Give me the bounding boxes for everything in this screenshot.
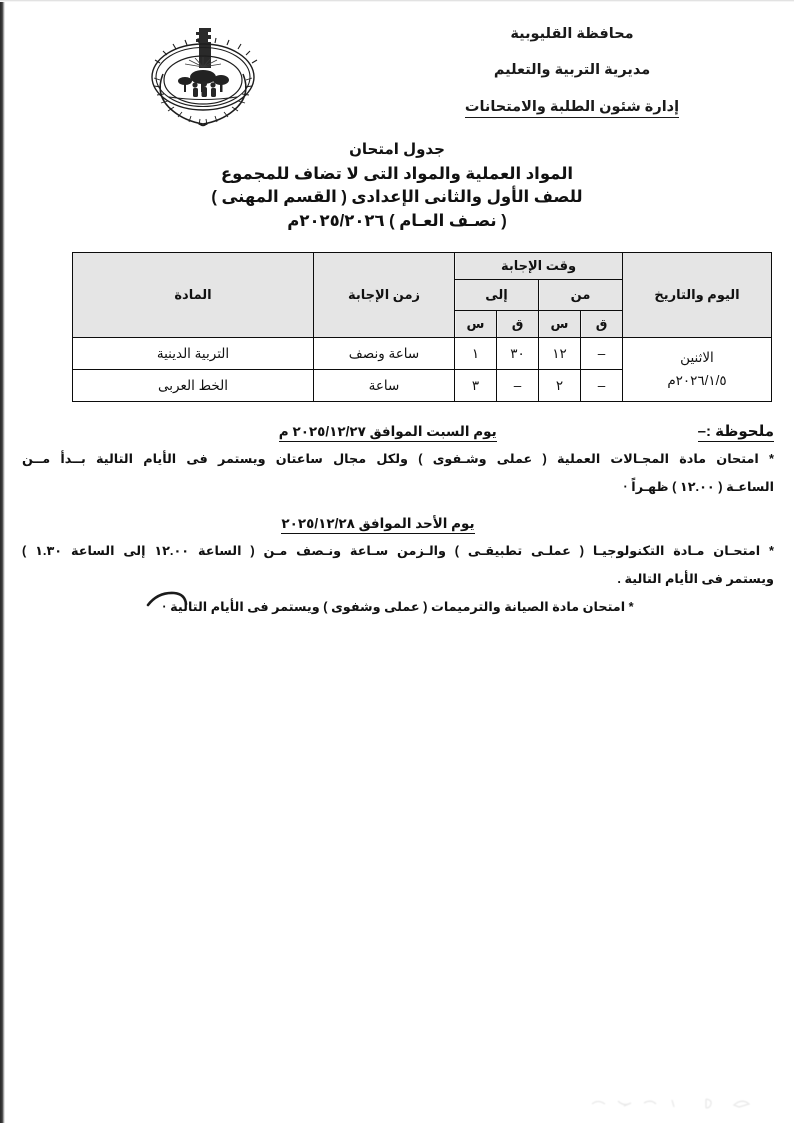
cell-duration: ساعة <box>314 370 455 402</box>
header-duration: زمن الإجابة <box>314 253 455 338</box>
header-to-minutes: ق <box>497 311 539 338</box>
note-2-line-1: * امتحـان مـادة التكنولوجيـا ( عملـى تطبيقـى ) والـزمن سـاعة ونـصف مـن ( الساعة ١٢.٠٠ إلى الساعة ١.٣٠ ) <box>22 543 774 559</box>
letterhead <box>372 26 772 118</box>
notes-spacer <box>22 497 774 515</box>
page-title <box>0 140 794 233</box>
note-date-saturday: يوم السبت الموافق ٢٠٢٥/١٢/٢٧ م <box>279 424 497 442</box>
department-name: إدارة شئون الطلبة والامتحانات <box>465 99 679 118</box>
note-date-sunday-row <box>22 515 774 534</box>
table-body <box>73 338 772 402</box>
cell-subject: التربية الدينية <box>73 338 314 370</box>
cell-day-name: الاثنين <box>680 350 714 366</box>
header-subject: المادة <box>73 253 314 338</box>
directorate-name: مديرية التربية والتعليم <box>493 62 651 78</box>
cell-from-hours: ١٢ <box>539 338 581 370</box>
governorate-name: محافظة القليوبية <box>510 26 634 42</box>
cell-to-hours: ٣ <box>455 370 497 402</box>
note-date-sunday: يوم الأحد الموافق ٢٠٢٥/١٢/٢٨ <box>281 516 474 534</box>
cell-day-date <box>623 338 772 402</box>
title-line-2: المواد العملية والمواد التى لا تضاف للمجموع <box>220 165 574 183</box>
note-1-line-1: * امتحان مادة المجـالات العملية ( عملى وشـفوى ) ولكل مجال ساعتان ويستمر فى الأيام التالية بــدأ مــن <box>22 451 774 466</box>
notes-label: ملحوظة :– <box>697 423 774 440</box>
table-row <box>73 338 772 370</box>
cell-date-value: ٢٠٢٦/١/٥م <box>667 372 727 388</box>
note-2-line-2: ويستمر فى الأيام التالية . <box>617 571 774 587</box>
header-to: إلى <box>455 280 539 311</box>
cell-from-hours: ٢ <box>539 370 581 402</box>
header-from-hours: س <box>539 311 581 338</box>
cell-duration: ساعة ونصف <box>314 338 455 370</box>
cell-subject: الخط العربى <box>73 370 314 402</box>
cell-from-minutes: – <box>581 370 623 402</box>
note-1-line-2: الساعـة ( ١٢.٠٠ ) ظهـراً · <box>623 478 774 494</box>
note-3: * امتحان مادة الصيانة والترميمات ( عملى وشفوى ) ويستمر فى الأيام التالية · <box>162 598 634 614</box>
table-header-row-1 <box>73 253 772 280</box>
notes-section <box>22 422 774 618</box>
header-day-date: اليوم والتاريخ <box>623 253 772 338</box>
title-line-1: جدول امتحان <box>349 141 445 158</box>
cell-to-minutes: – <box>497 370 539 402</box>
exam-schedule-table-wrapper <box>72 252 772 402</box>
cell-from-minutes: – <box>581 338 623 370</box>
table-head <box>73 253 772 338</box>
cell-to-minutes: ٣٠ <box>497 338 539 370</box>
title-line-3: للصف الأول والثانى الإعدادى ( القسم المهنى ) <box>211 188 583 207</box>
scan-edge-top <box>0 0 794 2</box>
stray-ink-mark <box>145 586 205 616</box>
header-from-minutes: ق <box>581 311 623 338</box>
bottom-scan-artifact <box>588 1092 773 1114</box>
exam-schedule-table <box>72 252 772 402</box>
cell-to-hours: ١ <box>455 338 497 370</box>
governorate-emblem-icon <box>133 22 273 134</box>
header-answer-time: وقت الإجابة <box>455 253 623 280</box>
notes-header-row <box>22 422 774 442</box>
header-to-hours: س <box>455 311 497 338</box>
title-line-4: ( نصـف العـام ) ٢٠٢٥/٢٠٢٦م <box>287 211 507 230</box>
header-from: من <box>539 280 623 311</box>
